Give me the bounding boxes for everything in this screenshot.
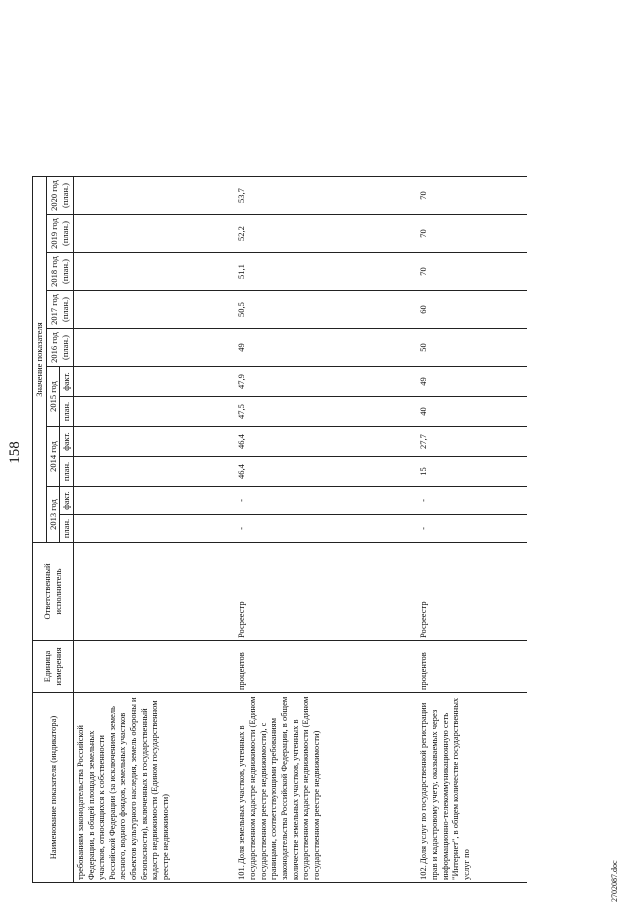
- unit-cell: процентов: [235, 641, 417, 693]
- value-cell: -: [417, 487, 527, 515]
- value-cell: 50: [417, 329, 527, 367]
- value-cell: [73, 291, 235, 329]
- table-row: [235, 177, 417, 883]
- value-cell: 53,7: [235, 177, 417, 215]
- indicator-name: требованиям законодательства Российской Федерации, в общей площади земельных участков, относящихся к собственности Российской Федерации (за исключением земель лесного, водного фондов, земельных участков объектов культурного наследия, земель обороны и безопасности), включенных в государственный кадастр недвижимости (Едином государственном реестре недвижимости): [73, 693, 235, 883]
- row-number: 102.: [418, 865, 429, 880]
- value-cell: 49: [417, 367, 527, 397]
- header-2018: 2018 год (план.): [46, 253, 73, 291]
- header-2019: 2019 год (план.): [46, 215, 73, 253]
- header-2015: 2015 год: [46, 367, 60, 427]
- value-cell: 60: [417, 291, 527, 329]
- value-cell: [73, 515, 235, 543]
- header-responsible: Ответственный исполнитель: [33, 543, 74, 641]
- value-cell: -: [235, 515, 417, 543]
- header-fact: факт.: [60, 427, 74, 457]
- value-cell: 47,9: [235, 367, 417, 397]
- header-values: Значение показателя: [33, 177, 47, 543]
- table-row: [73, 177, 235, 883]
- table-row: [417, 177, 527, 883]
- value-cell: [73, 253, 235, 291]
- value-cell: 46,4: [235, 427, 417, 457]
- value-cell: 47,5: [235, 397, 417, 427]
- page-number: 158: [7, 441, 23, 464]
- value-cell: 15: [417, 457, 527, 487]
- value-cell: [73, 215, 235, 253]
- value-cell: [73, 397, 235, 427]
- header-plan: план.: [60, 515, 74, 543]
- value-cell: 50,5: [235, 291, 417, 329]
- value-cell: [73, 367, 235, 397]
- value-cell: 70: [417, 177, 527, 215]
- header-plan: план.: [60, 397, 74, 427]
- value-cell: 70: [417, 253, 527, 291]
- value-cell: [73, 427, 235, 457]
- row-number: 101.: [236, 865, 247, 880]
- responsible-cell: Росреестр: [417, 543, 527, 641]
- header-2014: 2014 год: [46, 427, 60, 487]
- indicator-name: 101.Доля земельных участков, учтенных в государственном кадастре недвижимости (Едином государственном реестре недвижимости), с границами, соответствующими требованиям законодательства Российской Федерации, в общем количестве земельных участков, учтенных в государственном кадастре недвижимости (Едином государственном реестре недвижимости): [235, 693, 417, 883]
- value-cell: 70: [417, 215, 527, 253]
- value-cell: [73, 177, 235, 215]
- unit-cell: [73, 641, 235, 693]
- header-name: Наименование показателя (индикатора): [33, 693, 74, 883]
- value-cell: 46,4: [235, 457, 417, 487]
- value-cell: -: [235, 487, 417, 515]
- value-cell: [73, 457, 235, 487]
- value-cell: -: [417, 515, 527, 543]
- value-cell: 51,1: [235, 253, 417, 291]
- header-2016: 2016 год (план.): [46, 329, 73, 367]
- unit-cell: процентов: [417, 641, 527, 693]
- header-unit: Единица измерения: [33, 641, 74, 693]
- value-cell: 52,2: [235, 215, 417, 253]
- header-plan: план.: [60, 457, 74, 487]
- value-cell: [73, 329, 235, 367]
- indicator-table: [32, 176, 527, 883]
- value-cell: 40: [417, 397, 527, 427]
- header-fact: факт.: [60, 367, 74, 397]
- header-2017: 2017 год (план.): [46, 291, 73, 329]
- header-2020: 2020 год (план.): [46, 177, 73, 215]
- value-cell: [73, 487, 235, 515]
- indicator-name: 102.Доля услуг по государственной регистрации прав и кадастровому учету, оказываемых через информационно-телекоммуникационную сеть "Интернет", в общем количестве государственных услуг по: [417, 693, 527, 883]
- responsible-cell: Росреестр: [235, 543, 417, 641]
- value-cell: 27,7: [417, 427, 527, 457]
- value-cell: 49: [235, 329, 417, 367]
- header-fact: факт.: [60, 487, 74, 515]
- table-header: [33, 177, 74, 883]
- header-2013: 2013 год: [46, 487, 60, 543]
- document-id: 2702087.doc: [610, 860, 619, 902]
- responsible-cell: [73, 543, 235, 641]
